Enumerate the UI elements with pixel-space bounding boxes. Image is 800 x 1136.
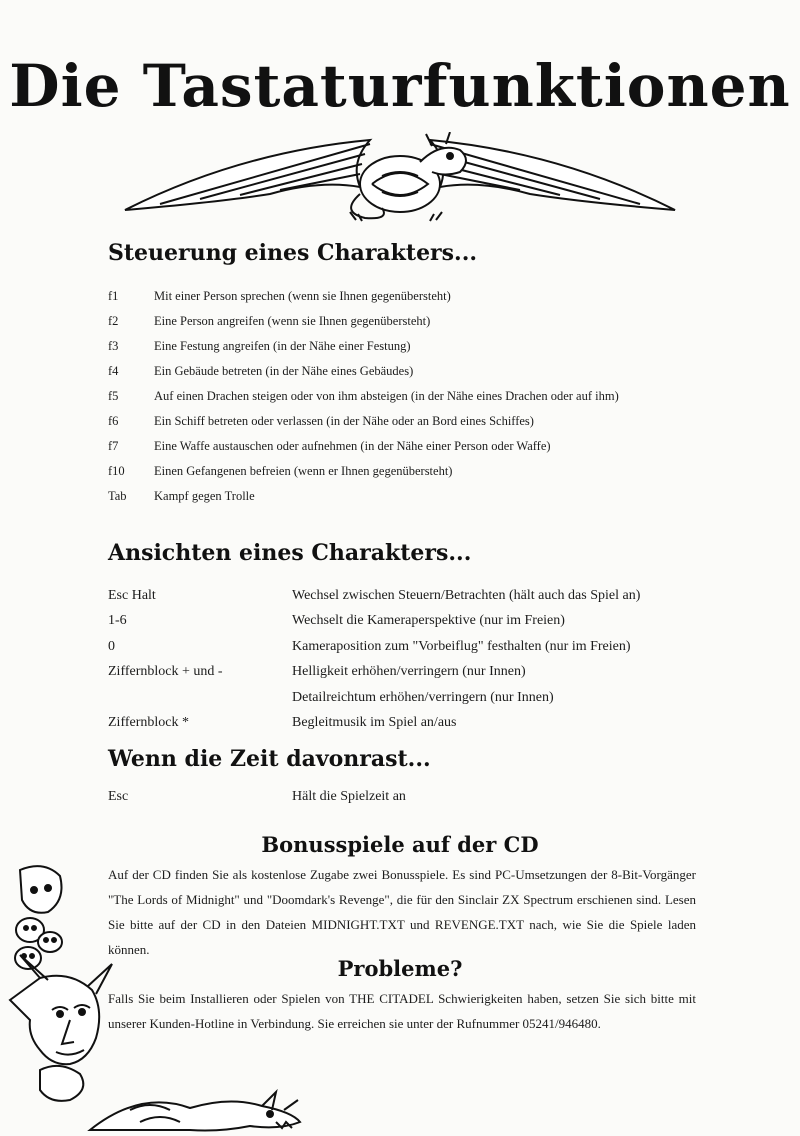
- key-label: 0: [108, 638, 115, 654]
- key-label: f2: [108, 314, 119, 328]
- key-description: Mit einer Person sprechen (wenn sie Ihnen gegenübersteht): [154, 289, 451, 303]
- key-label: Esc Halt: [108, 587, 156, 603]
- key-label: 1-6: [108, 613, 127, 629]
- key-label: f10: [108, 464, 125, 478]
- key-description: Detailreichtum erhöhen/verringern (nur Innen): [292, 689, 554, 705]
- key-description: Ein Schiff betreten oder verlassen (in der Nähe oder an Bord eines Schiffes): [154, 414, 534, 428]
- key-description: Hält die Spielzeit an: [292, 789, 406, 804]
- key-label: Ziffernblock *: [108, 715, 189, 731]
- bonus-paragraph: Auf der CD finden Sie als kostenlose Zugabe zwei Bonusspiele. Es sind PC-Umsetzungen der 8-Bit-Vorgänger "The Lords of Midnight" und "Doomdark's Revenge", die für den Sinclair ZX Spectrum erschienen sind. Lesen Sie bitte auf der CD in den Dateien MIDNIGHT.TXT und REVENGE.TXT nach, wie Sie die Spiele laden können.: [108, 867, 696, 957]
- section-heading-steuerung: Steuerung eines Charakters...: [108, 240, 478, 266]
- key-description: Kampf gegen Trolle: [154, 489, 255, 503]
- key-description: Helligkeit erhöhen/verringern (nur Innen): [292, 664, 526, 680]
- key-row: [108, 409, 748, 434]
- key-description: Kameraposition zum "Vorbeiflug" festhalten (nur im Freien): [292, 638, 631, 654]
- key-description: Eine Festung angreifen (in der Nähe einer Festung): [154, 339, 411, 353]
- key-description: Auf einen Drachen steigen oder von ihm absteigen (in der Nähe eines Drachen oder auf ihm): [154, 389, 619, 403]
- key-row: [108, 484, 748, 509]
- key-row: [108, 459, 748, 484]
- section-heading-bonus: Bonusspiele auf der CD: [261, 832, 539, 857]
- key-row: [108, 384, 748, 409]
- key-description: Wechsel zwischen Steuern/Betrachten (hält auch das Spiel an): [292, 587, 641, 603]
- key-row: [108, 284, 748, 309]
- key-list-ansichten: [108, 583, 748, 736]
- key-description: Eine Waffe austauschen oder aufnehmen (in der Nähe einer Person oder Waffe): [154, 439, 551, 453]
- key-description: Ein Gebäude betreten (in der Nähe eines Gebäudes): [154, 364, 414, 378]
- dragon-illustration: [120, 132, 680, 222]
- key-label: Tab: [108, 489, 127, 503]
- key-label: f7: [108, 439, 119, 453]
- key-row: [108, 660, 748, 686]
- key-row: [108, 334, 748, 359]
- key-label: f6: [108, 414, 119, 428]
- key-label: f5: [108, 389, 119, 403]
- key-row-zeit: [108, 789, 748, 805]
- key-description: Eine Person angreifen (wenn sie Ihnen gegenübersteht): [154, 314, 431, 328]
- key-row: [108, 711, 748, 737]
- key-label: Esc: [108, 789, 129, 804]
- goblin-illustration: [0, 860, 310, 1136]
- key-label: f1: [108, 289, 119, 303]
- key-description: Begleitmusik im Spiel an/aus: [292, 715, 457, 731]
- probleme-paragraph: Falls Sie beim Installieren oder Spielen von THE CITADEL Schwierigkeiten haben, setzen Sie sich bitte mit unserer Kunden-Hotline in Verbindung. Sie erreichen sie unter der Rufnummer 05241/946480.: [108, 991, 696, 1031]
- key-description: Wechselt die Kameraperspektive (nur im Freien): [292, 613, 565, 629]
- key-label: Ziffernblock + und -: [108, 664, 223, 680]
- section-heading-zeit: Wenn die Zeit davonrast...: [108, 746, 431, 772]
- key-label: f3: [108, 339, 119, 353]
- key-row: [108, 634, 748, 660]
- key-list-steuerung: [108, 284, 748, 509]
- key-row: [108, 685, 748, 711]
- section-heading-ansichten: Ansichten eines Charakters...: [108, 540, 472, 566]
- key-label: f4: [108, 364, 119, 378]
- key-row: [108, 434, 748, 459]
- key-row: [108, 309, 748, 334]
- key-row: [108, 609, 748, 635]
- key-description: Einen Gefangenen befreien (wenn er Ihnen gegenübersteht): [154, 464, 453, 478]
- key-row: [108, 583, 748, 609]
- key-row: [108, 359, 748, 384]
- page-title: Die Tastaturfunktionen: [9, 52, 791, 120]
- section-heading-probleme: Probleme?: [337, 956, 463, 981]
